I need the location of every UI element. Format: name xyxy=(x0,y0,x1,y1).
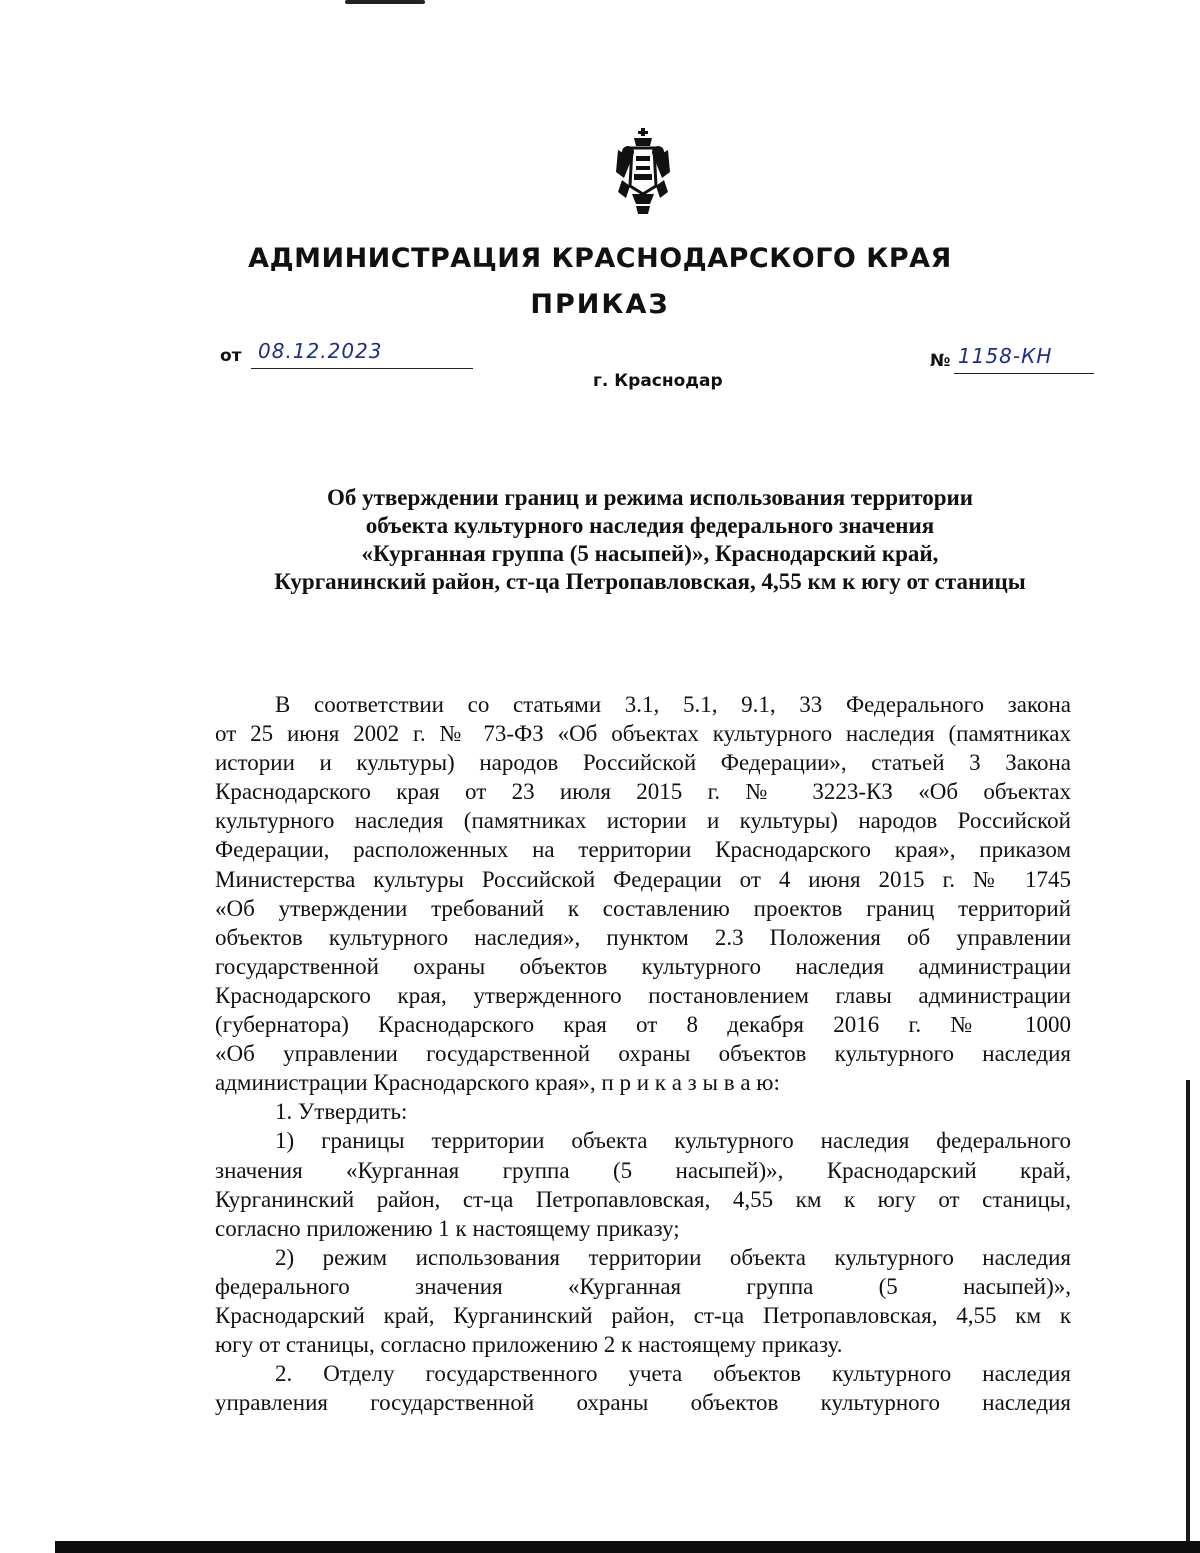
body-line: 2) режим использования территории объекта культурного наследия xyxy=(275,1244,1071,1270)
body-line: федерального значения «Курганная группа (5 насыпей)», xyxy=(215,1273,1071,1299)
document-type: ПРИКАЗ xyxy=(530,289,670,320)
scan-artifact-bottom xyxy=(55,1541,1200,1553)
number-label: № xyxy=(930,351,951,371)
date-underline xyxy=(251,368,473,369)
organization-name: АДМИНИСТРАЦИЯ КРАСНОДАРСКОГО КРАЯ xyxy=(248,243,952,274)
body-line: значения «Курганная группа (5 насыпей)», Краснодарский край, xyxy=(215,1157,1071,1183)
body-line: Краснодарского края, утвержденного постановлением главы администрации xyxy=(215,982,1071,1008)
body-line: от 25 июня 2002 г. № 73-ФЗ «Об объектах культурного наследия (памятниках xyxy=(215,721,1071,747)
title-line: объекта культурного наследия федерального значения xyxy=(365,513,935,538)
body-line: Краснодарский край, Курганинский район, ст-ца Петропавловская, 4,55 км к xyxy=(215,1302,1071,1328)
handwritten-number: 1158-КН xyxy=(958,344,1053,368)
document-title xyxy=(140,484,1160,596)
title-line: Об утверждении границ и режима использования территории xyxy=(326,485,974,510)
body-line: 2. Отделу государственного учета объектов культурного наследия xyxy=(275,1361,1071,1387)
number-underline xyxy=(954,373,1094,374)
body-line: Краснодарского края от 23 июля 2015 г. № 3223-КЗ «Об объектах xyxy=(215,779,1071,805)
body-line: истории и культуры) народов Российской Федерации», статьей 3 Закона xyxy=(215,750,1071,776)
body-line: администрации Краснодарского края», п р и к а з ы в а ю: xyxy=(215,1070,780,1096)
body-line: государственной охраны объектов культурного наследия администрации xyxy=(215,953,1071,979)
body-line: Министерства культуры Российской Федерации от 4 июня 2015 г. № 1745 xyxy=(215,866,1071,892)
body-line: югу от станицы, согласно приложению 2 к настоящему приказу. xyxy=(215,1332,843,1358)
body-line: В соответствии со статьями 3.1, 5.1, 9.1, 33 Федерального закона xyxy=(275,692,1071,717)
body-line: Курганинский район, ст-ца Петропавловская, 4,55 км к югу от станицы, xyxy=(215,1186,1071,1212)
body-line: (губернатора) Краснодарского края от 8 декабря 2016 г. № 1000 xyxy=(215,1012,1071,1038)
scan-artifact-top xyxy=(345,0,425,4)
handwritten-date: 08.12.2023 xyxy=(258,339,383,363)
body-line: 1) границы территории объекта культурного наследия федерального xyxy=(275,1128,1071,1154)
body-line: согласно приложению 1 к настоящему приказу; xyxy=(215,1215,680,1241)
document-body xyxy=(215,690,1071,1417)
body-line: Федерации, расположенных на территории Краснодарского края», приказом xyxy=(215,837,1071,863)
body-line: 1. Утвердить: xyxy=(275,1099,408,1125)
coat-of-arms-emblem xyxy=(614,128,672,216)
title-line: «Курганная группа (5 насыпей)», Краснодарский край, xyxy=(361,541,939,566)
date-label: от xyxy=(220,346,242,366)
title-line: Курганинский район, ст-ца Петропавловская, 4,55 км к югу от станицы xyxy=(274,569,1026,594)
body-line: объектов культурного наследия», пунктом 2.3 Положения об управлении xyxy=(215,924,1071,950)
scan-artifact-right xyxy=(1186,1080,1190,1553)
body-line: управления государственной охраны объектов культурного наследия xyxy=(215,1390,1071,1416)
body-line: культурного наследия (памятниках истории и культуры) народов Российской xyxy=(215,808,1071,834)
body-line: «Об управлении государственной охраны объектов культурного наследия xyxy=(215,1041,1071,1067)
city-name: г. Краснодар xyxy=(593,371,723,391)
body-line: «Об утверждении требований к составлению проектов границ территорий xyxy=(215,895,1071,921)
